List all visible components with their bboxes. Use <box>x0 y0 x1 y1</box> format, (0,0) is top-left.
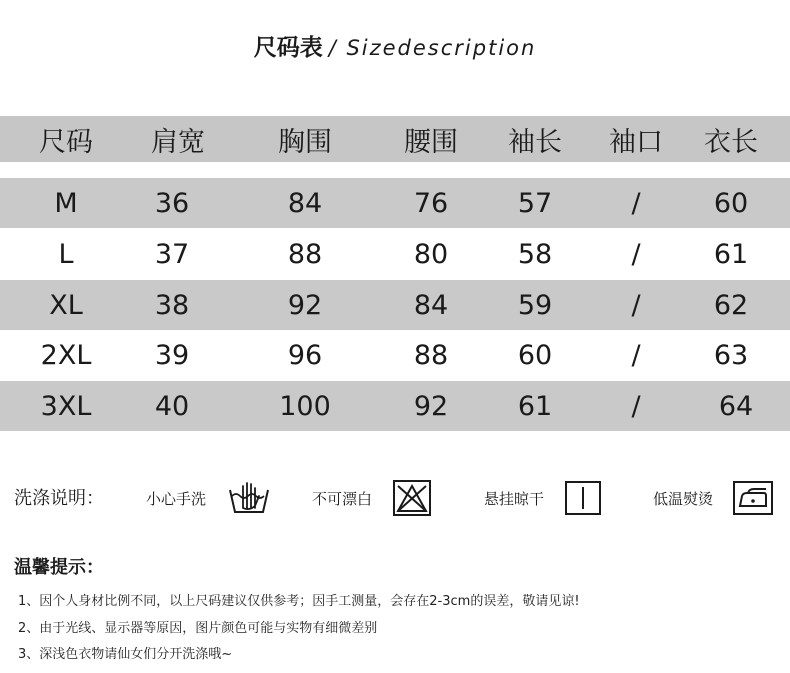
wash-instructions <box>0 478 790 522</box>
cell-waist: 80 <box>413 238 449 270</box>
cell-shoulder: 37 <box>154 238 190 270</box>
cell-waist: 88 <box>413 339 449 371</box>
no-bleach-icon <box>392 478 432 518</box>
wash-label: 洗涤说明： <box>14 488 104 509</box>
cell-shoulder: 39 <box>154 339 190 371</box>
cell-cuff: / <box>631 339 641 371</box>
tip-item: 3、深浅色衣物请仙女们分开洗涤哦~ <box>18 647 233 662</box>
hand-wash-icon <box>226 478 272 518</box>
cell-length: 60 <box>713 187 749 219</box>
tip-item: 1、因个人身材比例不同，以上尺码建议仅供参考；因手工测量，会存在2-3cm的误差，敬请见谅! <box>18 594 580 609</box>
cell-shoulder: 38 <box>154 289 190 321</box>
wash-text-hand-wash: 小心手洗 <box>146 490 207 508</box>
cell-waist: 92 <box>413 390 449 422</box>
cell-cuff: / <box>631 238 641 270</box>
table-row <box>0 178 790 228</box>
header-waist: 腰围 <box>404 126 458 158</box>
cell-size: XL <box>49 289 83 321</box>
table-row <box>0 381 790 431</box>
cell-sleeve-length: 57 <box>517 187 553 219</box>
cell-chest: 88 <box>287 238 323 270</box>
wash-text-low-iron: 低温熨烫 <box>653 490 714 508</box>
header-shoulder: 肩宽 <box>151 126 205 158</box>
cell-cuff: / <box>631 187 641 219</box>
header-cuff: 袖口 <box>609 126 663 158</box>
header-sleeve-length: 袖长 <box>508 126 562 158</box>
header-size: 尺码 <box>39 126 93 158</box>
title-main: 尺码表 <box>253 35 323 61</box>
table-row <box>0 330 790 380</box>
cell-chest: 100 <box>279 390 331 422</box>
line-dry-icon <box>563 478 603 518</box>
cell-length: 64 <box>718 390 754 422</box>
cell-length: 63 <box>713 339 749 371</box>
cell-chest: 84 <box>287 187 323 219</box>
cell-sleeve-length: 59 <box>517 289 553 321</box>
wash-text-no-bleach: 不可漂白 <box>312 490 373 508</box>
low-iron-icon <box>732 478 774 518</box>
tip-item: 2、由于光线、显示器等原因，图片颜色可能与实物有细微差别 <box>18 621 378 636</box>
page-title <box>0 30 790 67</box>
cell-length: 61 <box>713 238 749 270</box>
table-row <box>0 229 790 279</box>
cell-shoulder: 36 <box>154 187 190 219</box>
cell-size: 2XL <box>40 339 92 371</box>
cell-size: L <box>58 238 74 270</box>
cell-shoulder: 40 <box>154 390 190 422</box>
cell-length: 62 <box>713 289 749 321</box>
cell-sleeve-length: 61 <box>517 390 553 422</box>
tips-title: 温馨提示： <box>14 557 104 578</box>
cell-chest: 92 <box>287 289 323 321</box>
cell-cuff: / <box>631 390 641 422</box>
cell-cuff: / <box>631 289 641 321</box>
table-header-row <box>0 116 790 162</box>
cell-waist: 76 <box>413 187 449 219</box>
cell-waist: 84 <box>413 289 449 321</box>
header-length: 衣长 <box>704 126 758 158</box>
title-sub: / Sizedescription <box>328 36 537 60</box>
cell-size: 3XL <box>40 390 92 422</box>
table-row <box>0 280 790 330</box>
header-chest: 胸围 <box>278 126 332 158</box>
cell-sleeve-length: 58 <box>517 238 553 270</box>
cell-size: M <box>54 187 78 219</box>
cell-chest: 96 <box>287 339 323 371</box>
cell-sleeve-length: 60 <box>517 339 553 371</box>
wash-text-line-dry: 悬挂晾干 <box>484 490 545 508</box>
